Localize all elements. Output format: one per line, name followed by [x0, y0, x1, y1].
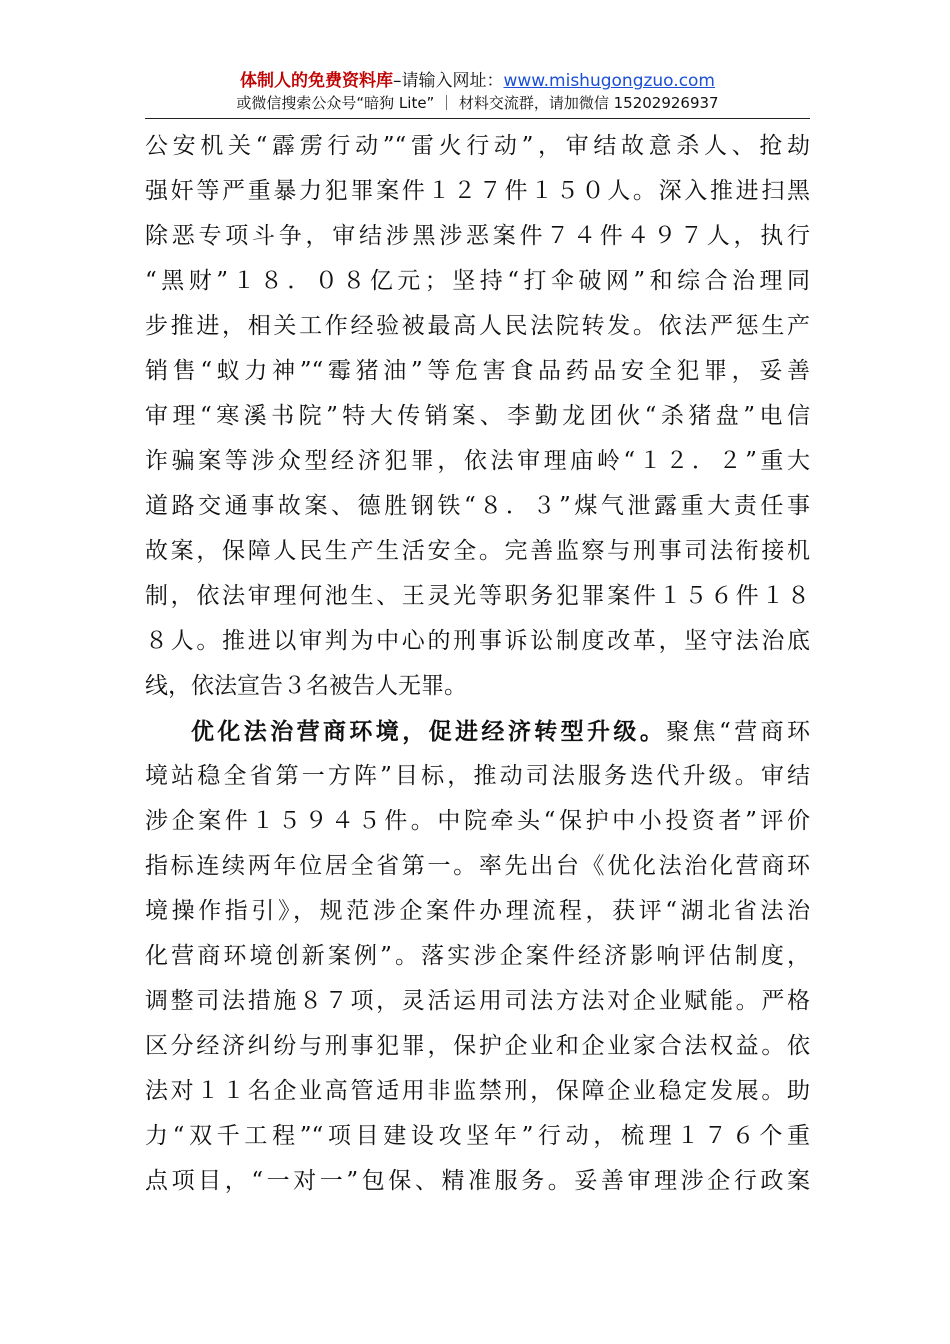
text-line: 点项目，“一对一”包保、精准服务。妥善审理涉企行政案	[145, 1168, 810, 1194]
document-body	[145, 124, 810, 1204]
text-line: 线，依法宣告３名被告人无罪。	[145, 673, 467, 699]
text-line: 化营商环境创新案例”。落实涉企案件经济影响评估制度，	[145, 943, 810, 969]
header-banner	[145, 70, 810, 92]
text-line: 法对１１名企业高管适用非监禁刑，保障企业稳定发展。助	[145, 1078, 810, 1104]
text-line: 审理“寒溪书院”特大传销案、李勤龙团伙“杀猪盘”电信	[145, 403, 810, 429]
text-line: “黑财”１８．０８亿元；坚持“打伞破网”和综合治理同	[145, 268, 810, 294]
header-prompt: –请输入网址：	[392, 71, 504, 91]
header-brand: 体制人的免费资料库	[239, 71, 393, 91]
text-line: 制，依法审理何池生、王灵光等职务犯罪案件１５６件１８	[145, 583, 810, 609]
paragraph-1	[145, 124, 810, 709]
paragraph-2-first-line	[145, 709, 810, 754]
text-line: 调整司法措施８７项，灵活运用司法方法对企业赋能。严格	[145, 988, 810, 1014]
text-line: 销售“蚁力神”“霉猪油”等危害食品药品安全犯罪，妥善	[145, 358, 810, 384]
text-line: 区分经济纠纷与刑事犯罪，保护企业和企业家合法权益。依	[145, 1033, 810, 1059]
text-line: 道路交通事故案、德胜钢铁“８．３”煤气泄露重大责任事	[145, 493, 810, 519]
paragraph-2-first-text: 聚焦“营商环	[666, 719, 810, 745]
text-line: 指标连续两年位居全省第一。率先出台《优化法治化营商环	[145, 853, 810, 879]
text-line: 诈骗案等涉众型经济犯罪，依法审理庙岭“１２．２”重大	[145, 448, 810, 474]
header-divider	[145, 118, 810, 119]
text-line: 境站稳全省第一方阵”目标，推动司法服务迭代升级。审结	[145, 763, 810, 789]
text-line: 强奸等严重暴力犯罪案件１２７件１５０人。深入推进扫黑	[145, 178, 810, 204]
text-line: 力“双千工程”“项目建设攻坚年”行动，梳理１７６个重	[145, 1123, 810, 1149]
page-header	[145, 70, 810, 114]
paragraph-2	[145, 709, 810, 1204]
text-line: 涉企案件１５９４５件。中院牵头“保护中小投资者”评价	[145, 808, 810, 834]
text-line: ８人。推进以审判为中心的刑事诉讼制度改革，坚守法治底	[145, 628, 810, 654]
text-line: 步推进，相关工作经验被最高人民法院转发。依法严惩生产	[145, 313, 810, 339]
paragraph-2-heading: 优化法治营商环境，促进经济转型升级。	[191, 718, 667, 745]
text-line: 故案，保障人民生产生活安全。完善监察与刑事司法衔接机	[145, 538, 810, 564]
text-line: 除恶专项斗争，审结涉黑涉恶案件７４件４９７人，执行	[145, 223, 810, 249]
text-line: 境操作指引》，规范涉企案件办理流程，获评“湖北省法治	[145, 898, 810, 924]
header-subline: 或微信搜索公众号“暗狗 Lite” ｜ 材料交流群，请加微信 15202926937	[236, 94, 719, 112]
text-line: 公安机关“霹雳行动”“雷火行动”，审结故意杀人、抢劫	[145, 133, 810, 159]
header-url-link[interactable]: www.mishugongzuo.com	[503, 71, 715, 91]
